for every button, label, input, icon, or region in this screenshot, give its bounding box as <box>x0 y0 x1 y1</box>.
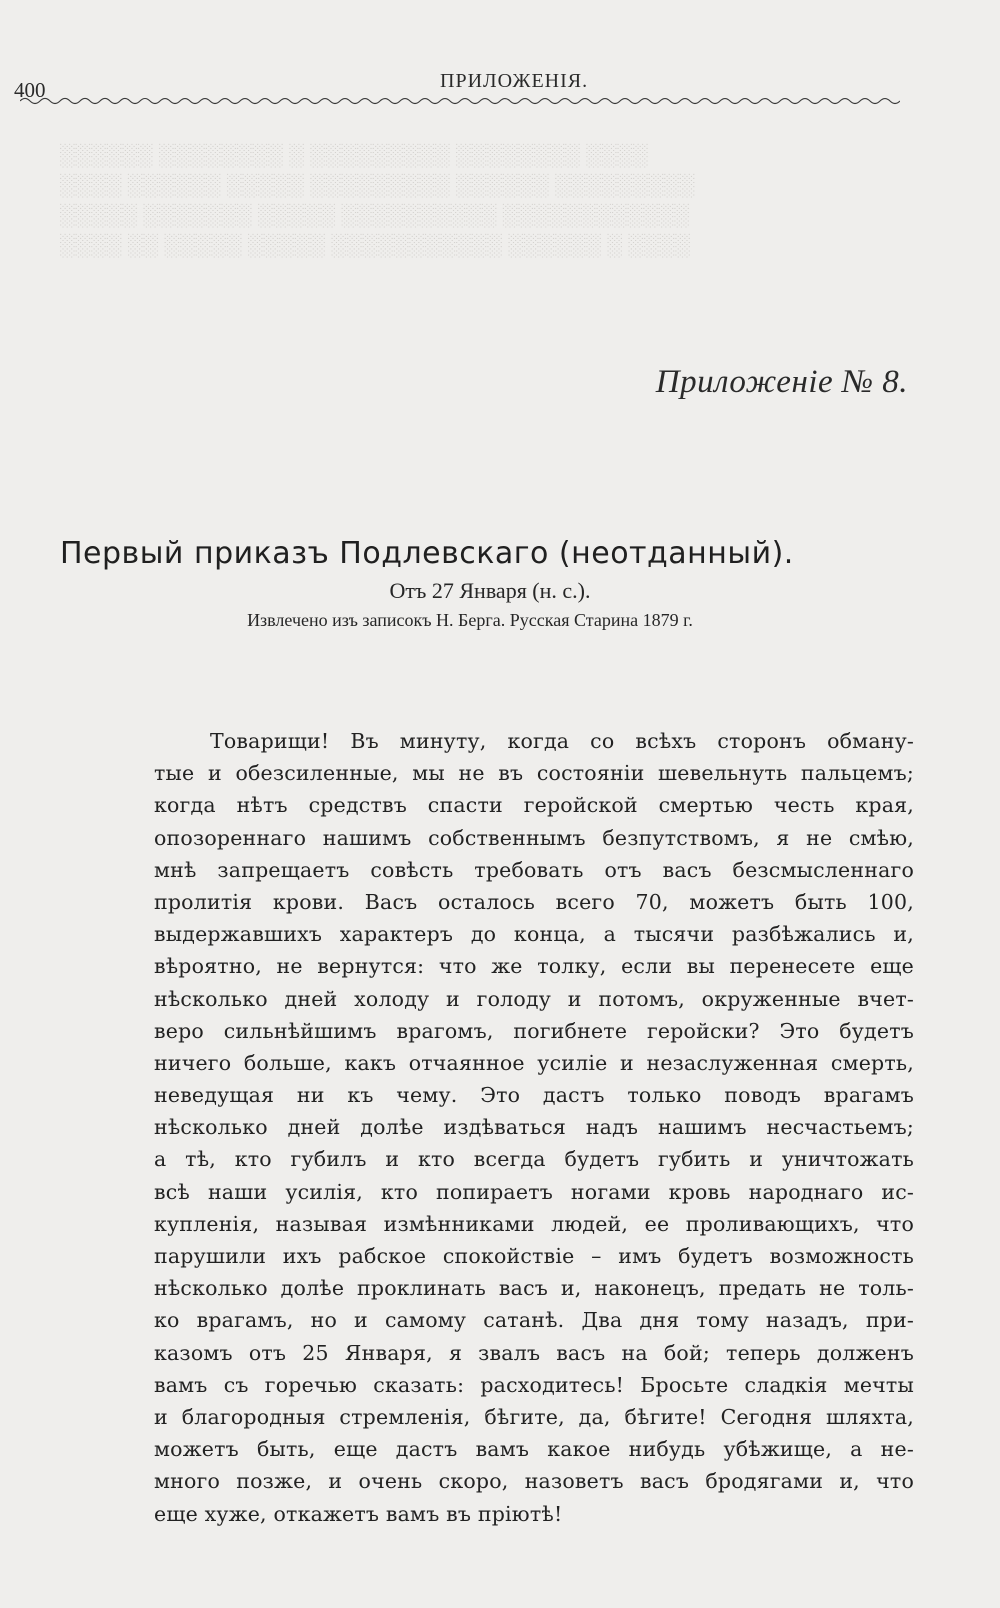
body-line: и благородныя стремленія, бѣгите, да, бѣгите! Сегодня шляхта, <box>154 1404 914 1429</box>
body-line: нѣсколько долѣе проклинать васъ и, наконецъ, предать не толь- <box>154 1276 914 1301</box>
body-line: неведущая ни къ чему. Это дастъ только поводъ врагамъ <box>154 1083 914 1108</box>
body-line: всѣ наши усилія, кто попираетъ ногами кровь народнаго ис- <box>154 1179 914 1204</box>
body-line: много позже, и очень скоро, назоветъ васъ бродягами и, что <box>154 1469 914 1494</box>
body-line: вѣроятно, не вернутся: что же толку, если вы перенесете еще <box>154 954 914 979</box>
document-source: Извлечено изъ записокъ Н. Берга. Русская Старина 1879 г. <box>247 610 693 630</box>
show-through-text: ░░░░░░░░░ ░░░░░░ ░░░░░░░░░ ░░░░░ ░░░░░░ ░░░░ <box>60 172 696 197</box>
body-line: Товарищи! Въ минуту, когда со всѣхъ сторонъ обману- <box>210 729 914 753</box>
body-line: пролитія крови. Васъ осталось всего 70, можетъ быть 100, <box>154 889 914 914</box>
body-line: казомъ отъ 25 Января, я звалъ васъ на бой; теперь долженъ <box>154 1340 914 1365</box>
show-through-text: ░░░░ ░░░░░░░░ ░░░░░░░░░ ░ ░░░░░░░░ ░░░░░░ <box>60 142 649 167</box>
body-line: мнѣ запрещаетъ совѣсть требовать отъ васъ безсмысленнаго <box>154 857 914 882</box>
appendix-label: Приложеніе № 8. <box>655 364 908 400</box>
body-line: тые и обезсиленные, мы не въ состояніи шевельнуть пальцемъ; <box>154 761 914 786</box>
wavy-rule-divider <box>20 92 900 110</box>
body-line: выдержавшихъ характеръ до конца, а тысячи разбѣжались и, <box>154 922 914 947</box>
body-line: ничего больше, какъ отчаянное усиліе и незаслуженная смерть, <box>154 1050 914 1075</box>
body-line: когда нѣтъ средствъ спасти геройской смертью честь края, <box>154 793 914 818</box>
body-line: еще хуже, откажетъ вамъ въ пріютѣ! <box>154 1501 563 1526</box>
document-body <box>154 725 914 1530</box>
show-through-text: ░░░░░░░░░░░░ ░░░░░░░░░░ ░░░░░ ░░░░░░░ ░░░░░ <box>60 202 690 227</box>
body-line: парушили ихъ рабское спокойствіе – имъ будетъ возможность <box>154 1244 914 1268</box>
body-line: веро сильнѣйшимъ врагомъ, погибнете геройски? Это будетъ <box>154 1018 914 1043</box>
body-line: нѣсколько дней холоду и голоду и потомъ, окруженные вчет- <box>154 986 914 1011</box>
body-line: можетъ быть, еще дастъ вамъ какое нибудь убѣжище, а не- <box>154 1437 914 1462</box>
body-line: купленія, называя измѣнниками людей, ее проливающихъ, что <box>154 1211 914 1236</box>
document-date: Отъ 27 Января (н. с.). <box>389 578 591 603</box>
body-line: а тѣ, кто губилъ и кто всегда будетъ губить и уничтожать <box>154 1147 914 1172</box>
show-through-text: ░░░░ ░ ░░░░░░ ░░░░░░░░░░░ ░░░░░ ░░░░░ ░░ ░░░░ <box>60 232 691 257</box>
body-line: ко врагамъ, но и самому сатанѣ. Два дня тому назадъ, при- <box>154 1308 914 1333</box>
document-title: Первый приказъ Подлевскаго (неотданный). <box>60 536 794 571</box>
running-head: ПРИЛОЖЕНІЯ. <box>440 70 589 92</box>
body-line: опозореннаго нашимъ собственнымъ безпутствомъ, я не смѣю, <box>154 825 914 850</box>
page-number: 400 <box>14 78 46 102</box>
body-line: вамъ съ горечью сказать: расходитесь! Бросьте сладкія мечты <box>154 1372 914 1397</box>
body-line: нѣсколько дней долѣе издѣваться надъ нашимъ несчастьемъ; <box>154 1115 914 1140</box>
